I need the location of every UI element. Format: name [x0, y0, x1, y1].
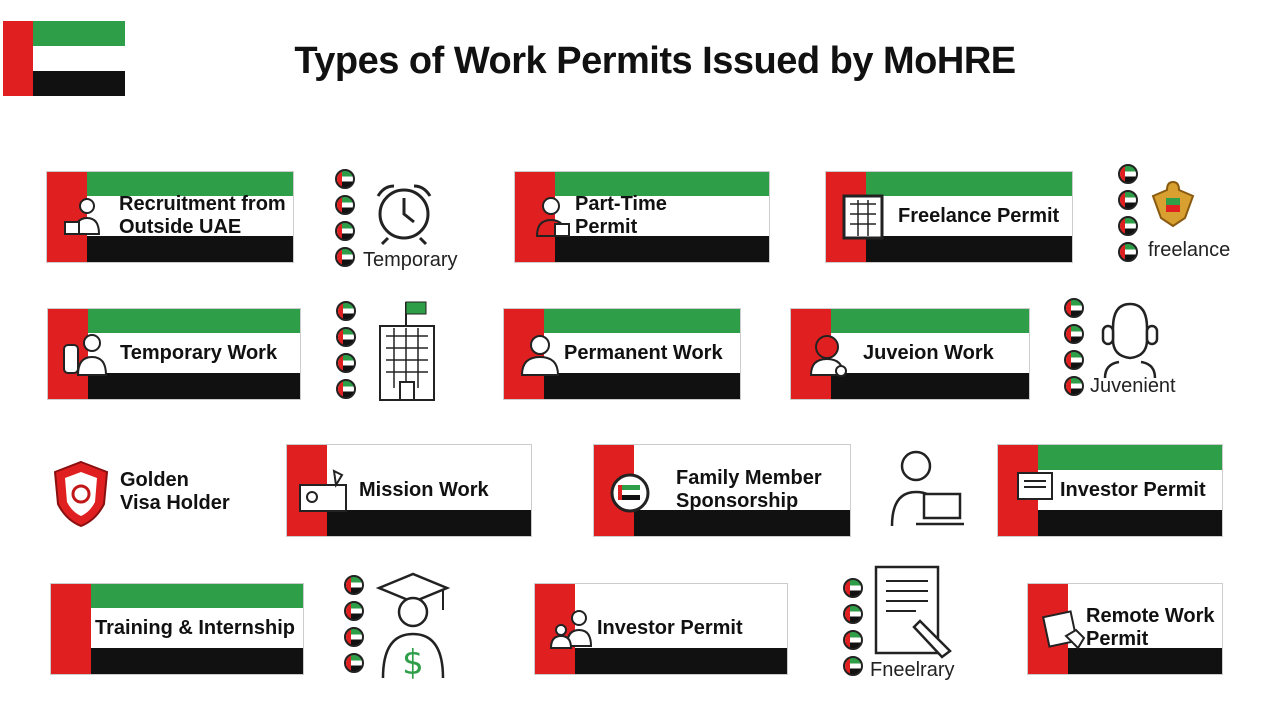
card-label: Mission Work [359, 478, 489, 501]
person-badge-icon [62, 331, 108, 377]
person-laptop-icon [886, 446, 966, 528]
card-remote-work [1027, 583, 1223, 675]
office-building-icon [366, 298, 448, 402]
alarm-clock-icon [372, 180, 436, 246]
person-icon [518, 331, 564, 377]
worker-desk-icon [61, 194, 107, 240]
golden-visa-label: Golden Visa Holder [120, 469, 230, 514]
card-investor-permit-2 [534, 583, 788, 675]
card-label: Temporary Work [120, 342, 278, 365]
card-freelance [825, 171, 1073, 263]
flag-dots-6 [843, 578, 865, 682]
headset-person-icon [1095, 298, 1165, 378]
uae-flag-circle-icon [608, 467, 654, 513]
card-label: Permanent Work [564, 342, 723, 365]
card-label: Freelance Permit [898, 205, 1060, 228]
card-label: Recruitment from Outside UAE [119, 193, 286, 239]
card-investor-permit-1 [997, 444, 1223, 537]
flag-dots-2 [1118, 164, 1140, 268]
card-label: Family Member Sponsorship [676, 466, 822, 512]
card-training-internship [50, 583, 304, 675]
side-label-freelance: freelance [1148, 239, 1231, 261]
card-part-time [514, 171, 770, 263]
flag-dots-4 [1064, 298, 1086, 402]
uae-falcon-emblem-icon [1150, 178, 1196, 228]
card-label: Remote Work Permit [1086, 605, 1215, 651]
document-pen-icon [872, 565, 962, 660]
card-temporary-work [47, 308, 301, 400]
card-label: Juveion Work [863, 342, 994, 365]
document-grid-icon [840, 194, 886, 240]
card-family-sponsorship [593, 444, 851, 537]
person-laptop-icon [529, 194, 575, 240]
helmet-person-icon [805, 331, 851, 377]
card-label: Training & Internship [95, 617, 296, 640]
card-label: Investor Permit [597, 617, 743, 640]
shield-emblem-icon [52, 460, 110, 528]
id-card-icon [293, 467, 349, 513]
graduate-money-icon [375, 570, 451, 680]
hand-tablet-icon [1042, 606, 1088, 652]
side-label-juvenient: Juvenient [1090, 375, 1176, 397]
card-mission-work [286, 444, 532, 537]
card-label: Investor Permit [1060, 478, 1206, 501]
card-juveion-work [790, 308, 1030, 400]
svg-text:$: $ [402, 643, 424, 680]
card-label: Part-Time Permit [575, 193, 667, 239]
page-title: Types of Work Permits Issued by MoHRE [294, 40, 1016, 82]
card-recruitment [46, 171, 294, 263]
two-people-icon [549, 606, 595, 652]
flag-dots-1 [335, 169, 357, 273]
side-label-fneelrary: Fneelrary [870, 659, 955, 681]
contract-pen-icon [1012, 467, 1058, 513]
side-label-temporary: Temporary [363, 249, 458, 271]
flag-dots-3 [336, 301, 358, 405]
card-permanent-work [503, 308, 741, 400]
flag-dots-5 [344, 575, 366, 679]
